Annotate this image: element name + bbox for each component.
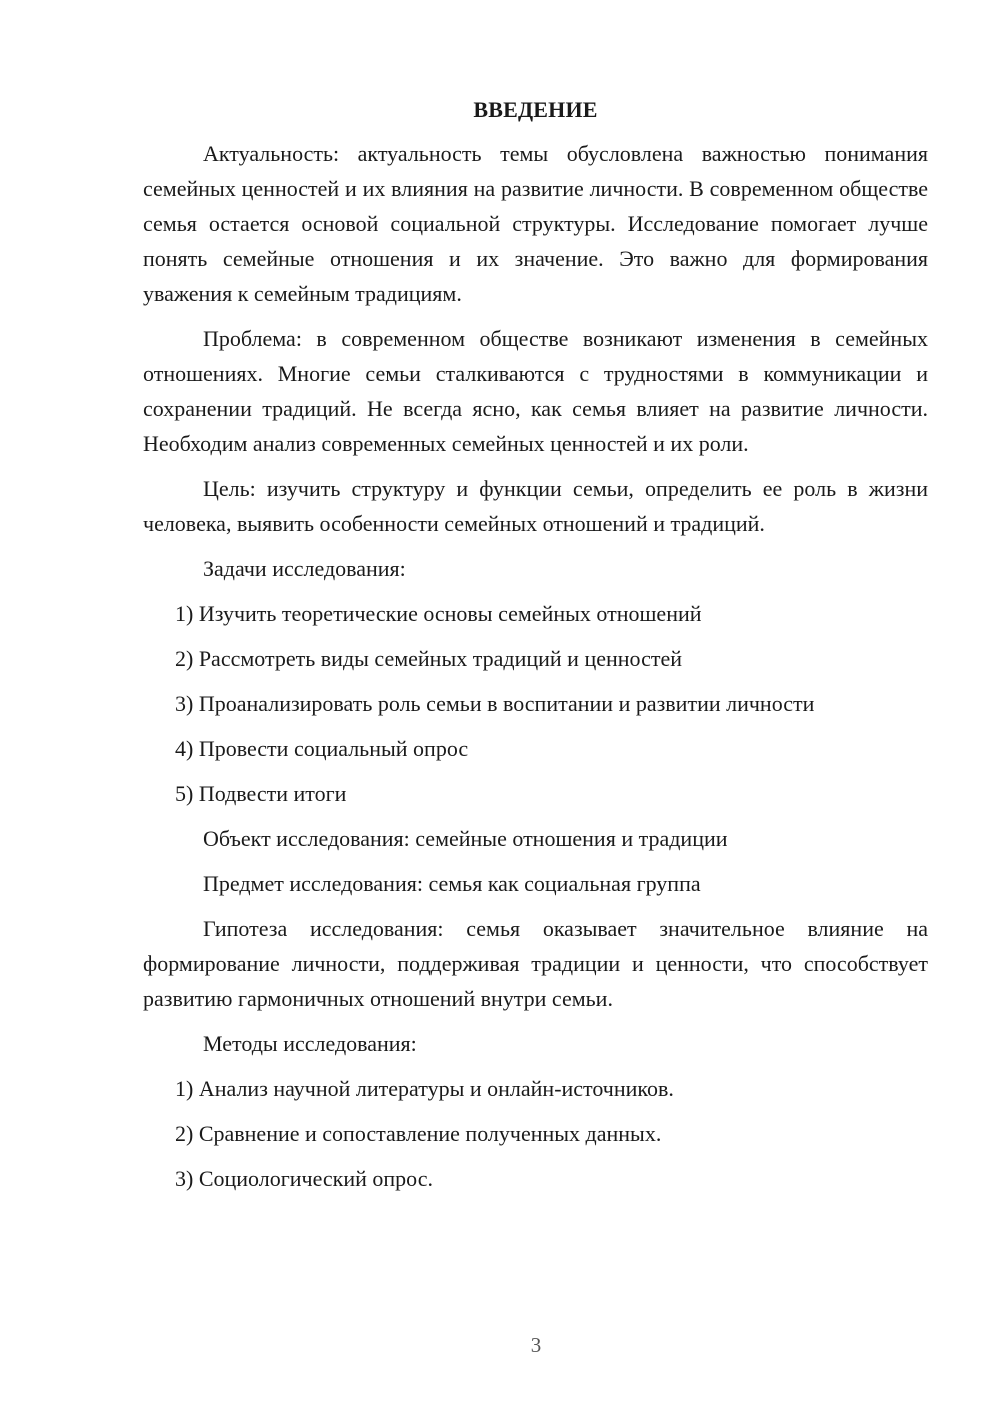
task-item: 2) Рассмотреть виды семейных традиций и ценностей <box>175 646 682 671</box>
subject-line: Предмет исследования: семья как социальная группа <box>203 871 701 896</box>
page-content <box>143 94 928 1206</box>
task-item: 3) Проанализировать роль семьи в воспитании и развитии личности <box>175 691 815 716</box>
problem-paragraph: Проблема: в современном обществе возникают изменения в семейных отношениях. Многие семьи сталкиваются с трудностями в коммуникации и сохранении традиций. Не всегда ясно, как семья влияет на развитие личности. Необходим анализ современных семейных ценностей и их роли. <box>143 326 928 456</box>
hypothesis-paragraph: Гипотеза исследования: семья оказывает значительное влияние на формирование личности, поддерживая традиции и ценности, что способствует развитию гармоничных отношений внутри семьи. <box>143 916 928 1011</box>
goal-paragraph: Цель: изучить структуру и функции семьи, определить ее роль в жизни человека, выявить особенности семейных отношений и традиций. <box>143 476 928 536</box>
section-heading: ВВЕДЕНИЕ <box>473 97 598 122</box>
object-line: Объект исследования: семейные отношения и традиции <box>203 826 728 851</box>
task-item: 4) Провести социальный опрос <box>175 736 469 761</box>
method-item: 1) Анализ научной литературы и онлайн-источников. <box>175 1076 674 1101</box>
task-item: 5) Подвести итоги <box>175 781 347 806</box>
tasks-heading: Задачи исследования: <box>203 556 406 581</box>
methods-heading: Методы исследования: <box>203 1031 417 1056</box>
relevance-paragraph: Актуальность: актуальность темы обусловлена важностью понимания семейных ценностей и их влияния на развитие личности. В современном обществе семья остается основой социальной структуры. Исследование помогает лучше понять семейные отношения и их значение. Это важно для формирования уважения к семейным традициям. <box>143 141 928 306</box>
task-item: 1) Изучить теоретические основы семейных отношений <box>175 601 702 626</box>
method-item: 3) Социологический опрос. <box>175 1166 433 1191</box>
page-number: 3 <box>530 1333 542 1357</box>
method-item: 2) Сравнение и сопоставление полученных данных. <box>175 1121 662 1146</box>
